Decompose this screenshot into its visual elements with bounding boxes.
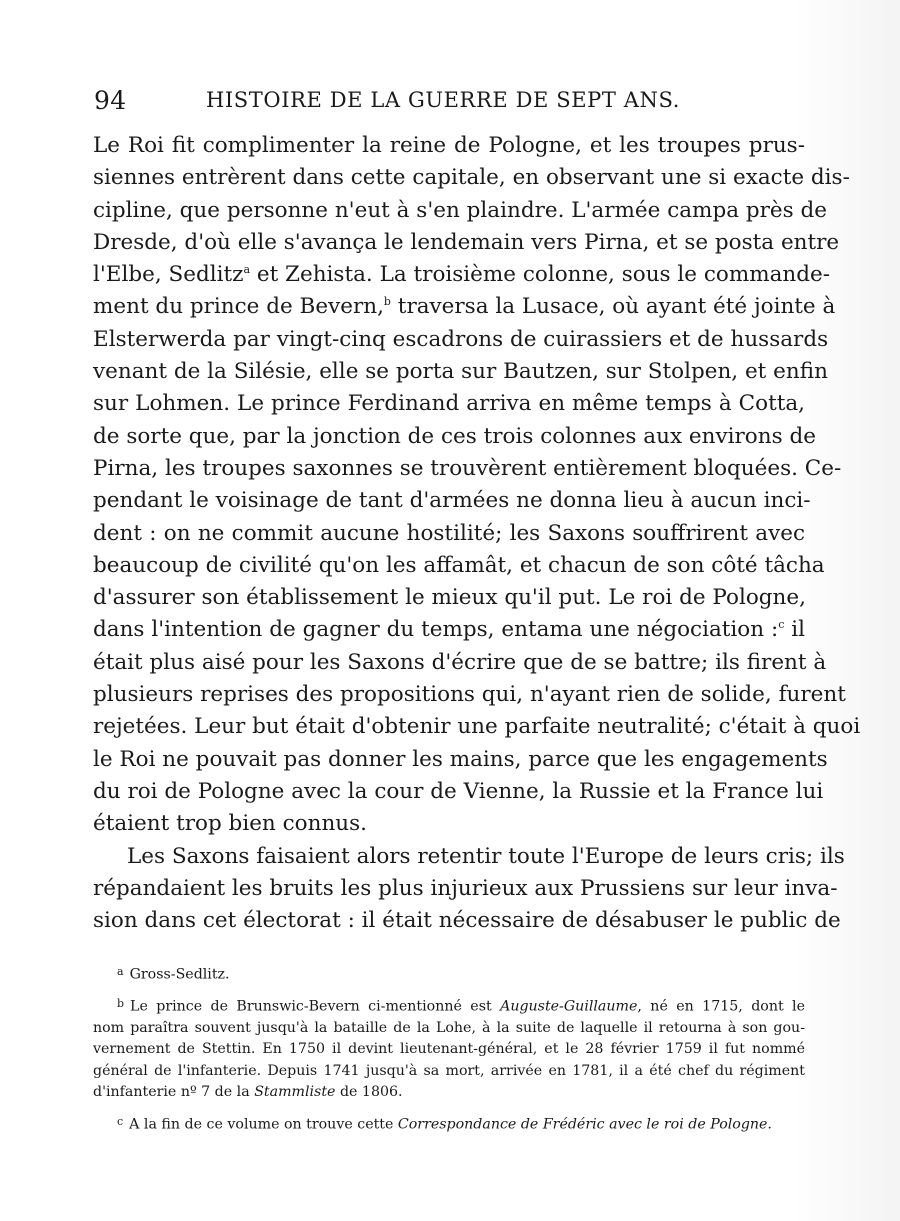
footnote-text: A la fin de ce volume on trouve cette: [129, 1115, 398, 1132]
running-header: [94, 86, 806, 118]
text-line: sion dans cet électorat : il était nécessaire de désabuser le public de: [93, 908, 841, 934]
footnote-text: Gross-Sedlitz.: [129, 966, 230, 983]
footnote-italic: Auguste-Guillaume: [500, 998, 638, 1015]
text-segment: dans l'intention de gagner du temps, entama une négociation :: [93, 617, 779, 643]
footnote-b: [93, 993, 805, 1104]
footnote-line: [93, 1082, 805, 1104]
text-line: siennes entrèrent dans cette capitale, en observant une si exacte dis-: [93, 165, 850, 191]
text-line: [93, 259, 831, 291]
text-line: beaucoup de civilité qu'on les affamât, et chacun de son côté tâcha: [93, 552, 825, 578]
text-line: venant de la Silésie, elle se porta sur Bautzen, sur Stolpen, et enfin: [93, 359, 828, 385]
footnote-mark: c: [117, 1114, 124, 1128]
text-segment: il: [784, 617, 805, 643]
text-line: de sorte que, par la jonction de ces trois colonnes aux environs de: [93, 423, 816, 449]
footnote-line: [93, 993, 805, 1018]
footnote-text: Le prince de Brunswic-Bevern ci-mentionné est: [130, 998, 501, 1015]
footnote-ref-c: c: [778, 618, 785, 632]
footnote-text: de 1806.: [335, 1084, 403, 1101]
text-segment: et Zehista. La troisième colonne, sous le commande-: [250, 262, 831, 288]
footnote-mark: a: [117, 965, 124, 978]
text-line: Dresde, d'où elle s'avança le lendemain vers Pirna, et se posta entre: [93, 229, 840, 255]
text-line: était plus aisé pour les Saxons d'écrire que de se battre; ils firent à: [93, 649, 827, 675]
footnote-ref-b: b: [383, 295, 391, 309]
text-line: d'assurer son établissement le mieux qu'il put. Le roi de Pologne,: [93, 585, 806, 611]
footnote-line: vernement de Stettin. En 1750 il devint lieutenant-général, et le 28 février 1759 il fut nommé: [93, 1041, 805, 1058]
text-line: du roi de Pologne avec la cour de Vienne, la Russie et la France lui: [93, 778, 824, 804]
text-line: Pirna, les troupes saxonnes se trouvèrent entièrement bloquées. Ce-: [93, 455, 842, 481]
text-line: le Roi ne pouvait pas donner les mains, parce que les engagements: [93, 746, 828, 772]
text-line: Le Roi fit complimenter la reine de Pologne, et les troupes prus-: [93, 133, 805, 158]
footnote-line: [93, 1111, 805, 1136]
text-line: Elsterwerda par vingt-cinq escadrons de cuirassiers et de hussards: [93, 326, 829, 352]
footnote-line: nom paraîtra souvent jusqu'à la bataille de la Lohe, à la suite de laquelle il retourna à son gou-: [93, 1019, 805, 1036]
footnote-mark: b: [117, 996, 125, 1010]
text-line: plusieurs reprises des propositions qui, n'ayant rien de solide, furent: [93, 682, 846, 708]
text-line: cipline, que personne n'eut à s'en plaindre. L'armée campa près de: [93, 197, 827, 223]
footnote-text: , né en 1715, dont le: [637, 998, 805, 1015]
footnote-text: d'infanterie nº 7 de la: [93, 1084, 255, 1101]
text-line: étaient trop bien connus.: [93, 811, 367, 837]
text-line: dent : on ne commit aucune hostilité; les Saxons souffrirent avec: [93, 520, 805, 546]
text-line: [93, 614, 805, 646]
page-number: 94: [94, 86, 127, 115]
text-line: Les Saxons faisaient alors retentir toute l'Europe de leurs cris; ils: [127, 843, 845, 869]
footnote-italic: Stammliste: [254, 1084, 336, 1101]
text-segment: traversa la Lusace, où ayant été jointe à: [390, 294, 836, 320]
footnotes: [93, 961, 805, 1142]
footnote-a: [93, 961, 805, 986]
main-text: [93, 130, 861, 937]
footnote-ref-a: a: [243, 262, 251, 276]
text-segment: ment du prince de Bevern,: [93, 294, 384, 320]
footnote-c: [93, 1111, 805, 1136]
text-line: [93, 291, 836, 323]
text-line: rejetées. Leur but était d'obtenir une parfaite neutralité; c'était à quoi: [93, 714, 861, 740]
footnote-line: [93, 961, 805, 986]
text-line: sur Lohmen. Le prince Ferdinand arriva en même temps à Cotta,: [93, 391, 805, 417]
footnote-italic: Correspondance de Frédéric avec le roi de Pologne.: [397, 1115, 772, 1132]
text-line: répandaient les bruits les plus injurieux aux Prussiens sur leur inva-: [93, 875, 838, 901]
running-title: HISTOIRE DE LA GUERRE DE SEPT ANS.: [206, 88, 681, 112]
footnote-line: général de l'infanterie. Depuis 1741 jusqu'à sa mort, arrivée en 1781, il a été chef du régiment: [93, 1062, 805, 1079]
text-segment: l'Elbe, Sedlitz: [93, 262, 244, 288]
text-line: pendant le voisinage de tant d'armées ne donna lieu à aucun inci-: [93, 488, 811, 514]
